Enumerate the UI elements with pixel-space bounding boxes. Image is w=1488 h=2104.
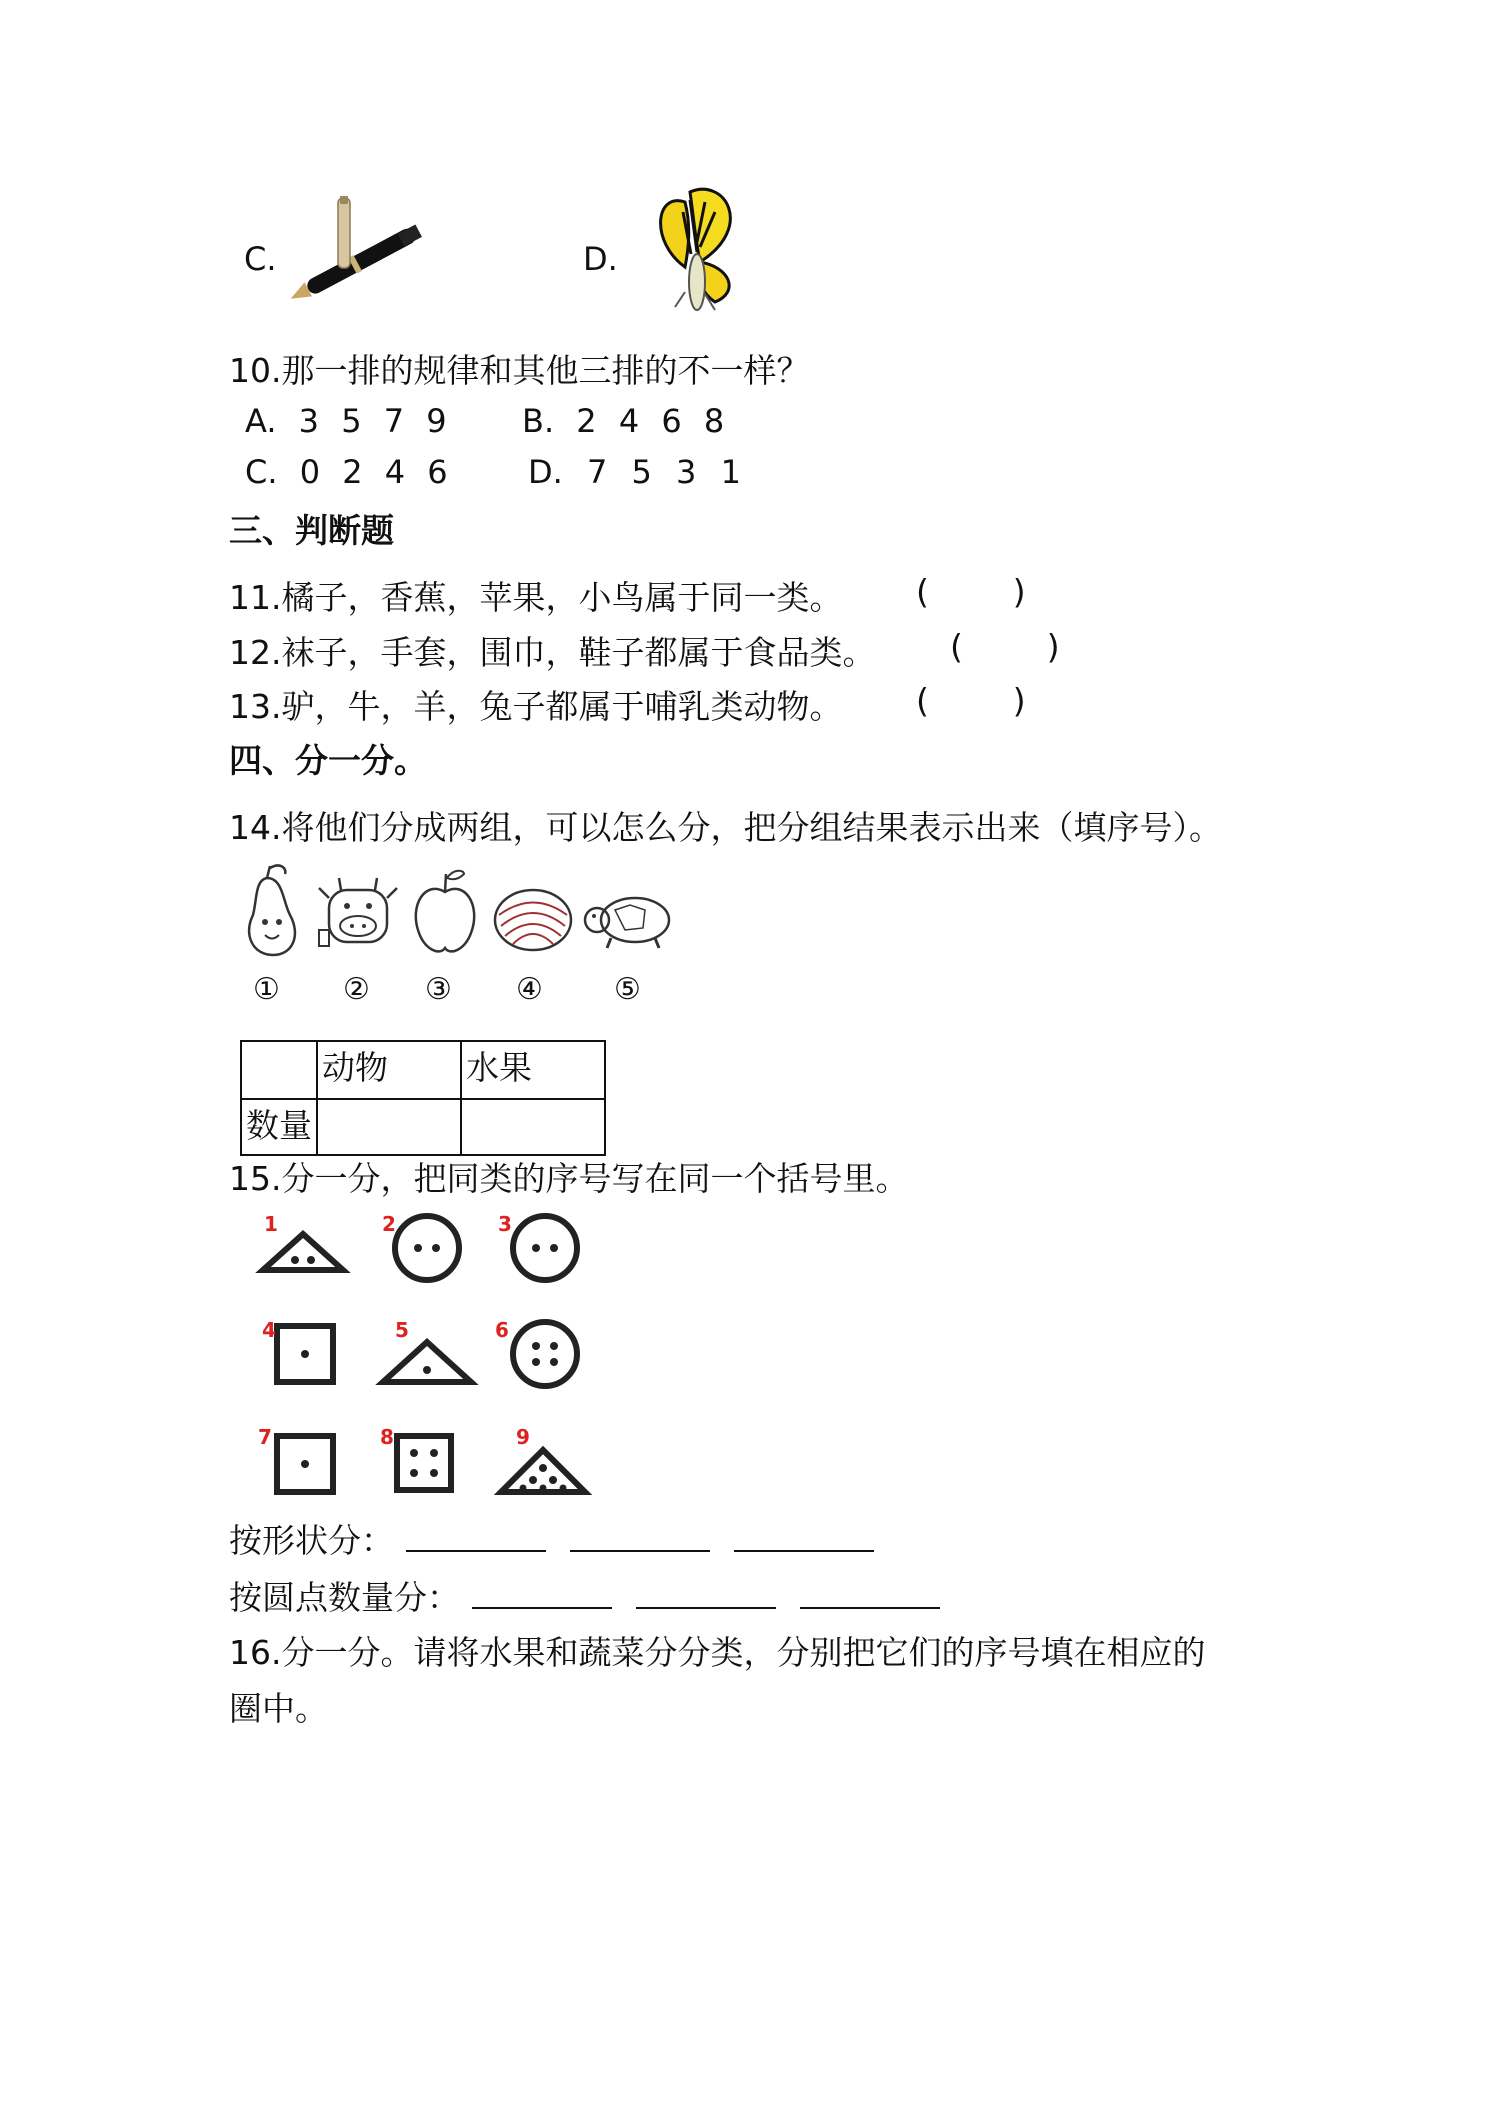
table-header-fruit: 水果 xyxy=(461,1041,605,1099)
turtle-icon xyxy=(585,898,669,948)
cow-icon xyxy=(319,878,397,946)
square-shape-4 xyxy=(277,1326,333,1382)
shape-number-2: 2 xyxy=(382,1212,396,1236)
by-dots-blank-3[interactable] xyxy=(800,1579,940,1609)
shape-number-5: 5 xyxy=(395,1318,409,1342)
q14-table xyxy=(240,1040,606,1156)
shape-number-4: 4 xyxy=(262,1318,276,1342)
table-corner-cell xyxy=(241,1041,317,1099)
marker-4: ④ xyxy=(516,972,543,1007)
question-14-title: 14.将他们分成两组，可以怎么分，把分组结果表示出来（填序号）。 xyxy=(229,808,1222,847)
by-shape-blank-1[interactable] xyxy=(406,1522,546,1552)
by-shape-blank-2[interactable] xyxy=(570,1522,710,1552)
shape-number-9: 9 xyxy=(516,1425,530,1449)
circle-shape-3 xyxy=(513,1216,577,1280)
butterfly-image xyxy=(645,182,765,322)
question-10-title: 10.那一排的规律和其他三排的不一样？ xyxy=(229,351,810,390)
section-3-heading: 三、判断题 xyxy=(229,511,394,550)
triangle-shape-1 xyxy=(263,1234,343,1270)
by-shape-label: 按形状分： xyxy=(229,1521,394,1560)
q14-pictures xyxy=(235,860,685,960)
shape-number-1: 1 xyxy=(264,1212,278,1236)
option-d-label: D. xyxy=(583,240,618,278)
question-13-text: 13.驴，牛，羊，兔子都属于哺乳类动物。 xyxy=(229,687,843,726)
circle-shape-6 xyxy=(513,1322,577,1386)
by-dots-label: 按圆点数量分： xyxy=(229,1578,460,1617)
question-15-title: 15.分一分，把同类的序号写在同一个括号里。 xyxy=(229,1159,909,1198)
q10-option-d: D. 7 5 3 1 xyxy=(528,453,741,491)
table-animal-answer-cell[interactable] xyxy=(317,1099,461,1155)
triangle-shape-9 xyxy=(501,1450,585,1492)
option-c-label: C. xyxy=(244,240,277,278)
section-4-heading: 四、分一分。 xyxy=(229,741,427,780)
question-16-line-1: 16.分一分。请将水果和蔬菜分分类，分别把它们的序号填在相应的 xyxy=(229,1633,1206,1672)
shape-number-7: 7 xyxy=(258,1425,272,1449)
square-shape-8 xyxy=(397,1436,451,1490)
q10-option-b: B. 2 4 6 8 xyxy=(522,402,725,440)
watermelon-icon xyxy=(495,890,571,950)
question-11-bracket[interactable]: ( ) xyxy=(916,572,1026,611)
apple-icon xyxy=(416,871,474,952)
shape-number-3: 3 xyxy=(498,1212,512,1236)
triangle-shape-5 xyxy=(383,1342,471,1382)
question-16-line-2: 圈中。 xyxy=(229,1689,328,1728)
shape-number-8: 8 xyxy=(380,1425,394,1449)
marker-1: ① xyxy=(253,972,280,1007)
marker-3: ③ xyxy=(425,972,452,1007)
by-shape-blank-3[interactable] xyxy=(734,1522,874,1552)
table-fruit-answer-cell[interactable] xyxy=(461,1099,605,1155)
fountain-pen-image xyxy=(290,190,460,320)
square-shape-7 xyxy=(277,1436,333,1492)
by-shape-row xyxy=(229,1515,886,1562)
table-row-label: 数量 xyxy=(241,1099,317,1155)
pear-icon xyxy=(249,866,295,955)
by-dots-blank-1[interactable] xyxy=(472,1579,612,1609)
q10-option-a: A. 3 5 7 9 xyxy=(245,402,447,440)
q15-shapes xyxy=(255,1210,595,1510)
by-dots-row xyxy=(229,1572,952,1619)
table-header-animal: 动物 xyxy=(317,1041,461,1099)
question-12-text: 12.袜子，手套，围巾，鞋子都属于食品类。 xyxy=(229,633,876,672)
marker-5: ⑤ xyxy=(614,972,641,1007)
question-11-text: 11.橘子，香蕉，苹果，小鸟属于同一类。 xyxy=(229,578,843,617)
by-dots-blank-2[interactable] xyxy=(636,1579,776,1609)
circle-shape-2 xyxy=(395,1216,459,1280)
question-13-bracket[interactable]: ( ) xyxy=(916,681,1026,720)
question-12-bracket[interactable]: ( ) xyxy=(950,627,1060,666)
marker-2: ② xyxy=(343,972,370,1007)
q10-option-c: C. 0 2 4 6 xyxy=(245,453,448,491)
shape-number-6: 6 xyxy=(495,1318,509,1342)
